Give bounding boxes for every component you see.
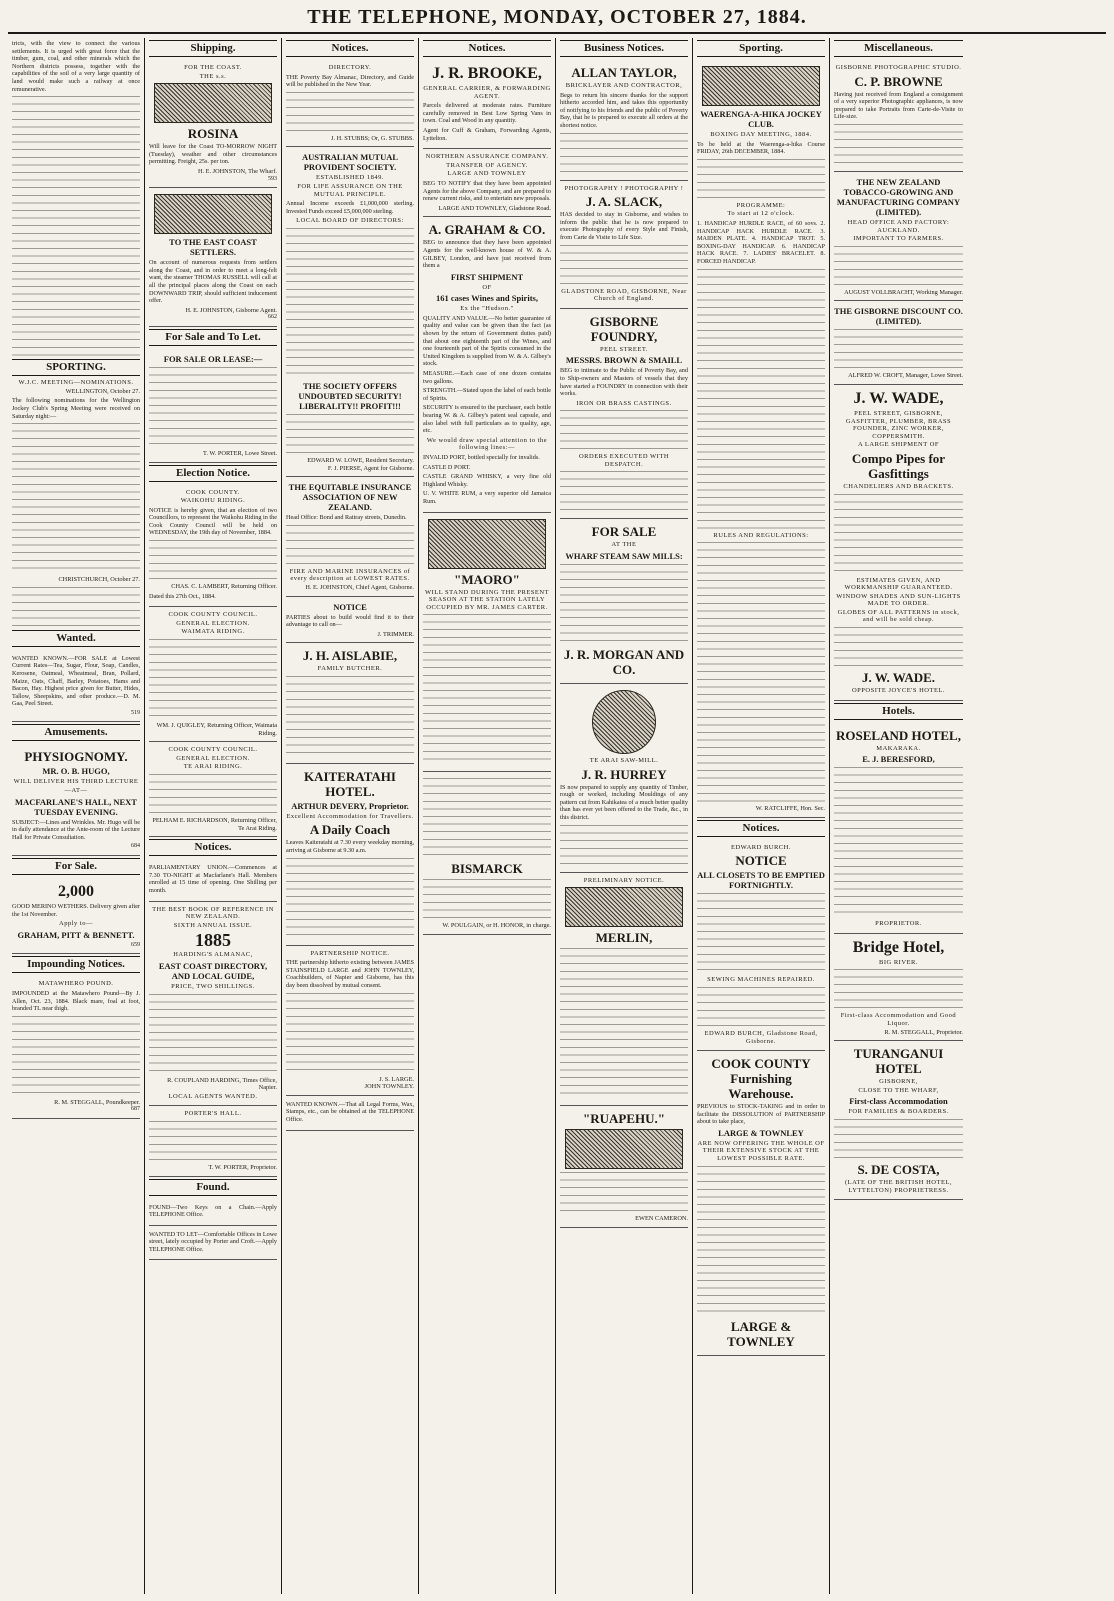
section-sporting: SPORTING.	[12, 359, 140, 376]
life-assurance: FOR LIFE ASSURANCE ON THE MUTUAL PRINCIPLE.	[297, 182, 403, 198]
section-notices: Notices.	[149, 839, 277, 856]
dated-line: Dated this 27th Oct., 1884.	[149, 592, 216, 600]
column-7	[830, 38, 967, 1594]
rosina-agent: H. E. JOHNSTON, The Wharf.	[197, 167, 277, 175]
wade-more	[834, 627, 963, 667]
strength-text: STRENGTH.—Stated upon the label of each bottle of Spirits.	[423, 387, 551, 402]
impound-text: IMPOUNDED at the Matawhero Pound—By J. Allen, Oct. 23, 1884. Black mare, foal at foot, branded TL near thigh.	[12, 990, 140, 1013]
start-line: To start at 12 o'clock.	[727, 210, 795, 218]
browne-more	[834, 124, 963, 164]
notice-title: NOTICE	[735, 853, 787, 869]
townley-sign: JOHN TOWNLEY.	[364, 1083, 414, 1091]
ad-number: 659	[131, 941, 140, 948]
notice-title: NOTICE	[333, 601, 367, 612]
horse-illustration	[565, 1129, 682, 1169]
devery-line: ARTHUR DEVERY, Proprietor.	[291, 800, 409, 811]
column-4	[419, 38, 556, 1594]
ad-number: 687	[131, 1106, 140, 1113]
burch-address: EDWARD BURCH, Gladstone Road, Gisborne.	[704, 1029, 818, 1045]
amp-title: AUSTRALIAN MUTUAL PROVIDENT SOCIETY.	[301, 152, 399, 173]
croft-sign: ALFRED W. CROFT, Manager, Lowe Street.	[848, 372, 963, 380]
horse-illustration	[428, 519, 545, 569]
firstclass-line: First-class Accommodation	[849, 1096, 948, 1107]
general-line: GENERAL ELECTION.	[176, 619, 250, 627]
graham-title: A. GRAHAM & CO.	[428, 222, 546, 238]
closets-line: ALL CLOSETS TO BE EMPTIED FORTNIGHTLY.	[697, 870, 825, 891]
slack-more	[560, 245, 688, 285]
subject-text: SUBJECT:—Lines and Wrinkles. Mr. Hugo will be in daily attendance at the Ante-room of the Lecture Hall for Private Consultation.	[12, 818, 140, 841]
pedigree-text	[423, 778, 551, 858]
merlin-text	[560, 948, 688, 1098]
impound-list	[12, 1016, 140, 1096]
lead-article: tricts, with the view to connect the various settlements. It is urged with great force that the timber, gum, coal, and other minerals which the Northern districts possess, together with the capabilities of the soil of a very large quantity of land would make such a railway at once remunerative.	[12, 40, 140, 93]
costa-name: S. DE COSTA,	[857, 1162, 940, 1177]
graham-text: BEG to announce that they have been appointed Agents for the well-known house of W. & A. GILBEY, London, and have just received from them a	[423, 239, 551, 270]
slack-address: GLADSTONE ROAD, GISBORNE, Near Church of England.	[561, 287, 687, 303]
election-text: NOTICE is hereby given, that an election of two Councillors, to represent the Waikohu Riding in the Cook County Council will be held on WEDNESDAY, the 19th day of November, 1884.	[149, 506, 277, 537]
discount-title: THE GISBORNE DISCOUNT CO. (LIMITED).	[834, 306, 963, 327]
costa-sub: (LATE OF THE BRITISH HOTEL, LYTTELTON) PROPRIETRESS.	[844, 1179, 953, 1194]
large-sign: J. S. LARGE.	[379, 1075, 414, 1083]
big-river-line: BIG RIVER.	[879, 958, 918, 966]
county-line: COOK COUNTY COUNCIL.	[168, 611, 258, 619]
maoro-sub: WILL STAND DURING THE PRESENT SEASON AT THE STATION LATELY OCCUPIED BY MR. JAMES CARTER.	[424, 588, 550, 611]
returning-officer: PELHAM E. RICHARDSON, Returning Officer, Te Arai Riding.	[152, 817, 277, 832]
castle-port: CASTLE D PORT.	[423, 463, 471, 471]
directors-list	[286, 525, 414, 565]
fire-marine: FIRE AND MARINE INSURANCES of every description at LOWEST RATES.	[289, 567, 411, 583]
for-sale-title: FOR SALE	[591, 524, 657, 540]
ad-number: 662	[268, 314, 277, 321]
hall-line: MACFARLANE'S HALL, NEXT TUESDAY EVENING.	[15, 796, 137, 817]
section-misc: Miscellaneous.	[834, 40, 963, 57]
sixth-issue: SIXTH ANNUAL ISSUE.	[173, 921, 253, 929]
section-hotels: Hotels.	[834, 703, 963, 720]
trimmer-sign: J. TRIMMER.	[377, 630, 414, 638]
section-amusements: Amusements.	[12, 724, 140, 741]
tobacco-text	[834, 246, 963, 286]
stock-list	[697, 1166, 825, 1316]
wade-title: J. W. WADE,	[853, 389, 944, 407]
porters-hall: PORTER'S HALL.	[184, 1110, 242, 1118]
lt-text: BEG TO NOTIFY that they have been appointed Agents for the above Company, and are prepared to renew current risks, and to entertain new proposals.	[423, 179, 551, 203]
invalid-port: INVALID PORT, bottled specially for invalids.	[423, 453, 540, 461]
returning-officer: CHAS. C. LAMBERT, Returning Officer.	[171, 583, 277, 591]
election-more	[149, 540, 277, 580]
equitable-title: THE EQUITABLE INSURANCE ASSOCIATION OF NEW ZEALAND.	[288, 482, 412, 513]
riding-line: WAIKOHU RIDING.	[180, 497, 246, 505]
nominations-intro: The following nominations for the Wellington Jockey Club's Spring Meeting were received on Saturday night:—	[12, 397, 140, 420]
foundry-title: GISBORNE FOUNDRY,	[589, 313, 659, 344]
agents-line: LOCAL AGENTS WANTED.	[168, 1092, 258, 1100]
directory-name: EAST COAST DIRECTORY, AND LOCAL GUIDE,	[158, 960, 268, 981]
steamship-illustration	[154, 83, 271, 123]
makaraka-line: MAKARAKA.	[876, 744, 921, 752]
section-notices: Notices.	[697, 820, 825, 837]
society-offers: THE SOCIETY OFFERS UNDOUBTED SECURITY! LIBERALITY!! PROFIT!!!	[298, 380, 402, 411]
butcher-line: FAMILY BUTCHER.	[317, 665, 383, 673]
section-notices: Notices.	[423, 40, 551, 57]
vollbracht-sign: AUGUST VOLLBRACHT, Working Manager.	[844, 288, 963, 296]
steggall-sign: R. M. STEGGALL, Proprietor.	[884, 1028, 963, 1036]
bismarck-sign: W. POULGAIN, or H. HONOR, in charge.	[442, 922, 551, 930]
kaiteratahi-title: KAITERATAHI HOTEL.	[304, 768, 396, 799]
butcher-text	[286, 676, 414, 756]
publisher: R. COUPLAND HARDING, Times Office, Napier.	[167, 1076, 277, 1092]
legal-forms: WANTED KNOWN.—That all Legal Forms, Wax, Stamps, etc., can be obtained at the TELEPHONE Office.	[286, 1100, 414, 1123]
castings-line: IRON OR BRASS CASTINGS.	[576, 399, 672, 407]
bismarck-title: BISMARCK	[451, 861, 523, 877]
masthead: THE TELEPHONE, MONDAY, OCTOBER 27, 1884.	[8, 6, 1106, 34]
racehorse-illustration	[702, 66, 819, 106]
brown-smaill: MESSRS. BROWN & SMAILL	[565, 355, 683, 366]
lease-list	[149, 367, 277, 447]
cases-line: 161 cases Wines and Spirits,	[436, 293, 538, 304]
amp-more	[286, 414, 414, 454]
foundry-text: BEG to intimate to the Public of Poverty Bay, and to Ship-owners and Masters of vessels that they have started a FOUNDRY in connection with their works.	[560, 367, 688, 398]
maoro-title: "MAORO"	[454, 571, 520, 587]
morgan-title: J. R. MORGAN AND CO.	[563, 647, 685, 678]
at-the-line: AT THE	[611, 541, 637, 549]
steamship-illustration	[154, 194, 271, 234]
brooke-title: J. R. BROOKE,	[432, 65, 542, 82]
returning-officer: WM. J. QUIGLEY, Returning Officer, Waimata Riding.	[156, 722, 277, 737]
white-rum: U. V. WHITE RUM, a very superior old Jamaica Rum.	[423, 490, 551, 505]
section-notices: Notices.	[286, 40, 414, 57]
slack-text: HAS decided to stay in Gisborne, and wishes to inform the public that he is now prepared to execute Photography of every Style and Finish, from Carte de Visite to Life Size.	[560, 211, 688, 241]
column-1	[8, 38, 145, 1594]
ad-number: 519	[131, 709, 140, 716]
poundkeeper: R. M. STEGGALL, Poundkeeper.	[54, 1098, 140, 1106]
bricklayer-line: BRICKLAYER AND CONTRACTOR,	[565, 82, 683, 89]
maoro-text	[423, 614, 551, 764]
hall-proprietor: T. W. PORTER, Proprietor.	[208, 1163, 277, 1171]
wanted-ad: WANTED KNOWN.—FOR SALE at Lowest Current Rates—Tea, Sugar, Flour, Soap, Candles, Kerosene, Oatmeal, Wheatmeal, Bran, Pollard, Maize, Oats, Chaff, Barley, Potatoes, Hams and Bacon, Hay. Highest price given for Butter, Hides, Tallow, Sheepskins, and other produce.—D. M. Gaa, Peel Street.	[12, 654, 140, 708]
sewing-text	[697, 987, 825, 1027]
cameron-sign: EWEN CAMERON.	[635, 1215, 688, 1223]
graham-line: GRAHAM, PITT & BENNETT.	[17, 929, 135, 940]
section-found: Found.	[149, 1179, 277, 1196]
ad-number: 684	[131, 843, 140, 850]
section-shipping: Shipping.	[149, 40, 277, 57]
carrier-line: GENERAL CARRIER, & FORWARDING AGENT.	[423, 85, 551, 100]
coast-line: FOR THE COAST.	[184, 64, 242, 71]
sale-text: GOOD MERINO WETHERS. Delivery given after the 1st November.	[12, 903, 140, 918]
photography-line: PHOTOGRAPHY ! PHOTOGRAPHY !	[564, 184, 684, 192]
security-text: SECURITY is ensured to the purchaser, each bottle bearing W. & A. Gilbey's patent seal capsule, and also label with full particulars as to quality, age, etc.	[423, 404, 551, 435]
pound-name: MATAWHERO POUND.	[38, 980, 114, 988]
partnership-title: PARTNERSHIP NOTICE.	[310, 949, 390, 957]
opposite-line: OPPOSITE JOYCE'S HOTEL.	[851, 687, 946, 695]
taylor-more	[560, 133, 688, 173]
officials-list	[697, 159, 825, 199]
sewing-line: SEWING MACHINES REPAIRED.	[707, 976, 815, 984]
amp-text	[286, 228, 414, 378]
coach-title: A Daily Coach	[309, 822, 391, 838]
section-for-sale: For Sale.	[12, 858, 140, 875]
parliamentary-notice: PARLIAMENTARY UNION.—Commences at 7.30 TO-NIGHT at Macfarlane's Hall. Members enrolled at 15 time of opening. One Shilling per month.	[149, 864, 277, 894]
section-wanted: Wanted.	[12, 630, 140, 647]
wade-footer: J. W. WADE.	[861, 670, 936, 686]
established: ESTABLISHED 1849.	[316, 174, 384, 182]
races-list: 1. HANDICAP HURDLE RACE, of 60 sovs. 2. HANDICAP HACK HURDLE RACE. 3. MAIDEN PLATE. 4. HANDICAP TROT. 5. BOXING-DAY HANDICAP. 6. HANDICAP HACK RACE. 7. LADIES' BRACELET. 8. FORCED HANDICAP.	[697, 219, 825, 265]
dateline-christchurch: CHRISTCHURCH, October 27.	[58, 576, 140, 584]
offering-line: ARE NOW OFFERING THE WHOLE OF THEIR EXTENSIVE STOCK AT THE LOWEST POSSIBLE RATE.	[697, 1139, 825, 1163]
partnership-more	[286, 993, 414, 1073]
turanganui-text	[834, 1119, 963, 1159]
price-line: PRICE, TWO SHILLINGS.	[171, 982, 255, 990]
apply-line: Apply to—	[59, 920, 93, 928]
almanac-more	[286, 92, 414, 132]
prelim-title: PRELIMINARY NOTICE.	[583, 876, 665, 884]
rosina-text: Will leave for the Coast TO-MORROW NIGHT (Tuesday), weather and other circumstances permitting. Freight, 25s. per ton.	[149, 143, 277, 166]
election-text	[149, 639, 277, 719]
aislabie-title: J. H. AISLABIE,	[302, 648, 398, 664]
peel-line: PEEL STREET.	[600, 345, 648, 353]
section-impounding: Impounding Notices.	[12, 956, 140, 973]
chief-agent: H. E. JOHNSTON, Chief Agent, Gisborne.	[305, 583, 414, 591]
wjc-heading: W.J.C. MEETING—NOMINATIONS.	[18, 379, 134, 387]
almanac-notice: THE Poverty Bay Almanac, Directory, and Guide will be published in the New Year.	[286, 73, 414, 89]
parcels-text: Parcels delivered at moderate rates. Furniture carefully removed in Best Low Spring Vans in town. Coal and Wood in any quantity.	[423, 102, 551, 125]
held-line: To be held at the Waerenga-a-hika Course FRIDAY, 26th DECEMBER, 1884.	[697, 140, 825, 156]
ad-number: 593	[268, 175, 277, 182]
globes-line: GLOBES OF ALL PATTERNS in stock, and will be sold cheap.	[837, 608, 960, 624]
partnership-text: THE partnership hitherto existing between JAMES STAINSFIELD LARGE and JOHN TOWNLEY, Coachbuilders, of Napier and Gisborne, has this day been dissolved by mutual consent.	[286, 959, 414, 990]
settlers-title: TO THE EAST COAST SETTLERS.	[169, 237, 257, 258]
to-let-notice: WANTED TO LET—Comfortable Offices in Lowe street, lately occupied by Porter and Croft.—Apply TELEPHONE Office.	[149, 1230, 277, 1253]
column-3	[282, 38, 419, 1594]
hugo-name: MR. O. B. HUGO,	[42, 766, 110, 777]
coach-text: Leaves Kaiteratahi at 7.30 every weekday morning, arriving at Gisborne at 9.30 a.m.	[286, 839, 414, 855]
measure-text: MEASURE.—Each case of one dozen contains two gallons.	[423, 370, 551, 385]
window-line: WINDOW SHADES AND SUN-LIGHTS MADE TO ORDER.	[836, 592, 961, 608]
best-book: THE BEST BOOK OF REFERENCE IN NEW ZEALAND.	[152, 905, 274, 921]
tearai-mill: TE ARAI SAW-MILL.	[589, 757, 659, 765]
foundry-more	[560, 410, 688, 450]
agent: F. J. PIERSE, Agent for Gisborne.	[327, 464, 414, 472]
castle-whisky: CASTLE GRAND WHISKY, a very fine old Highland Whisky.	[423, 473, 551, 488]
families-line: FOR FAMILIES & BOARDERS.	[848, 1108, 949, 1116]
quality-text: QUALITY AND VALUE.—No better guarantee of quality and value can be given than the fact (as shown by the return of Government duties paid) that about one eighteenth part of the Wines, and one fourteenth part of the Spirits consumed in the United Kingdom is supplied from W. & A. Gilbey's stock.	[423, 314, 551, 368]
at-line: —AT—	[64, 787, 88, 795]
turanganui-title: TURANGANUI HOTEL	[853, 1046, 944, 1077]
hurrey-text: IS now prepared to supply any quantity of Timber, rough or worked, including Mouldings of any pattern cut from Kahikatea of a much better quality than has ever yet been offered to the Trade, &c., in this district.	[560, 783, 688, 822]
foundry-list	[560, 471, 688, 511]
section-election: Election Notice.	[149, 465, 277, 482]
wade-text	[834, 494, 963, 574]
horse-illustration	[565, 887, 682, 927]
article-text	[12, 96, 140, 356]
dateline: WELLINGTON, October 27.	[65, 387, 140, 395]
builders-notice: PARTIES about to build would find it to their advantage to call on—	[286, 613, 414, 629]
hurrey-more	[560, 825, 688, 865]
chandeliers-line: CHANDELIERS AND BRACKETS.	[843, 482, 954, 490]
discount-text	[834, 329, 963, 369]
previous-text: PREVIOUS to STOCK-TAKING and in order to facilitate the DISSOLUTION of PARTNERSHIP about to take place,	[697, 1103, 825, 1126]
secretary: EDWARD W. LOWE, Resident Secretary.	[307, 456, 414, 464]
ruapehu-text	[560, 1172, 688, 1212]
christchurch-text	[12, 587, 140, 627]
settlers-agent: H. E. JOHNSTON, Gisborne Agent.	[185, 306, 277, 314]
transfer-line: TRANSFER OF AGENCY.	[446, 161, 528, 169]
funds-text: Annual Income exceeds £1,000,000 sterling. Invested Funds exceed £5,000,000 sterling.	[286, 200, 414, 215]
riding-line: WAIMATA RIDING.	[181, 628, 245, 636]
northern-title: NORTHERN ASSURANCE COMPANY.	[425, 153, 549, 161]
election-text	[149, 774, 277, 814]
compo-line: Compo Pipes for Gasfittings	[851, 450, 946, 481]
boxing-day: BOXING DAY MEETING, 1884.	[710, 131, 812, 138]
nominations-text	[12, 423, 140, 573]
burch-header: EDWARD BURCH.	[731, 843, 791, 851]
column-5	[556, 38, 693, 1594]
hall-text	[149, 1121, 277, 1161]
general-line: GENERAL ELECTION.	[176, 754, 250, 762]
almanac-text	[149, 994, 277, 1074]
almanac-name: HARDING'S ALMANAC,	[173, 951, 253, 959]
wharf-line: CLOSE TO THE WHARF,	[858, 1086, 939, 1094]
lecture-line: WILL DELIVER HIS THIRD LECTURE	[13, 778, 139, 786]
found-notice: FOUND—Two Keys on a Chain.—Apply TELEPHONE Office.	[149, 1203, 277, 1219]
beresford-name: E. J. BERESFORD,	[862, 754, 935, 765]
columns	[8, 38, 1106, 1594]
directory-title: DIRECTORY.	[328, 64, 372, 71]
bismarck-text	[423, 879, 551, 919]
section-sporting: Sporting.	[697, 40, 825, 57]
burch-text	[697, 893, 825, 973]
saw-blade-illustration	[592, 690, 656, 754]
ruapehu-title: "RUAPEHU."	[583, 1111, 665, 1127]
column-2	[145, 38, 282, 1594]
rosina-title: ROSINA	[187, 126, 239, 142]
roseland-title: ROSELAND HOTEL,	[836, 727, 961, 743]
bridge-title: Bridge Hotel,	[852, 938, 945, 956]
lt-footer: LARGE & TOWNLEY	[727, 1318, 795, 1349]
lt-line: LARGE AND TOWNLEY	[447, 170, 527, 178]
draw-line: We would draw special attention to the following lines:—	[426, 436, 548, 452]
lease-title: FOR SALE OR LEASE:—	[163, 353, 263, 364]
ss-line: THE s.s.	[199, 72, 227, 80]
almanac-sign: J. H. STUBBS; Or, G. STUBBS.	[330, 134, 414, 142]
head-office: Head Office: Bond and Rattray streets, Dunedin.	[286, 514, 407, 522]
section-sale-let: For Sale and To Let.	[149, 329, 277, 346]
estimates-line: ESTIMATES GIVEN, AND WORKMANSHIP GUARANTEED.	[844, 576, 953, 592]
roseland-text	[834, 767, 963, 917]
jockey-club: WAERENGA-A-HIKA JOCKEY CLUB.	[700, 109, 822, 129]
taylor-text: Begs to return his sincere thanks for the support hitherto accorded him, and takes this opportunity of notifying to his friends and the public of Poverty Bay, that he is prepared to execute all orders at the shortest notice.	[560, 91, 688, 129]
programme-title: PROGRAMME:	[736, 201, 786, 209]
farmers-line: IMPORTANT TO FARMERS.	[853, 235, 944, 243]
wade-sub: PEEL STREET, GISBORNE, GASFITTER, PLUMBER, BRASS FOUNDER, ZINC WORKER, COPPERSMITH.	[845, 409, 952, 440]
lt-name: LARGE & TOWNLEY	[718, 1127, 804, 1138]
physiognomy-title: PHYSIOGNOMY.	[24, 749, 128, 765]
furnishing-title: COOK COUNTY Furnishing Warehouse.	[711, 1056, 811, 1102]
section-business: Business Notices.	[560, 40, 688, 57]
riding-line: TE ARAI RIDING.	[183, 763, 243, 771]
studio-line: GISBORNE PHOTOGRAPHIC STUDIO.	[835, 64, 962, 71]
head-office: HEAD OFFICE AND FACTORY: AUCKLAND.	[847, 218, 950, 234]
sale-quantity: 2,000	[58, 883, 94, 901]
hurrey-title: J. R. HURREY	[581, 766, 667, 782]
lease-agent: T. W. PORTER, Lowe Street.	[202, 449, 277, 457]
hon-sec: W. RATCLIFFE, Hon. Sec.	[755, 805, 825, 813]
lt-sign: LARGE AND TOWNLEY, Gladstone Road.	[438, 204, 551, 212]
agent-line: Agent for Cuff & Graham, Forwarding Agents, Lyttelton.	[423, 126, 551, 142]
merlin-title: MERLIN,	[595, 930, 653, 946]
rules-title: RULES AND REGULATIONS:	[713, 531, 809, 539]
browne-title: C. P. BROWNE	[854, 73, 943, 89]
despatch-line: ORDERS EXECUTED WITH DESPATCH.	[578, 453, 670, 468]
settlers-text: On account of numerous requests from settlers along the Coast, and in order to meet a long-felt want, the steamer THOMAS RUSSELL will call at all the principal places along the Coast on each DOWNWARD TRIP, should sufficient inducement offer.	[149, 259, 277, 305]
shipment-line: A LARGE SHIPMENT OF	[857, 441, 940, 449]
proprietor-line: PROPRIETOR.	[875, 920, 922, 928]
first-shipment: FIRST SHIPMENT	[450, 271, 524, 282]
county-line: COOK COUNTY.	[186, 488, 240, 496]
programme-text	[697, 269, 825, 529]
taylor-title: ALLAN TAYLOR,	[571, 65, 677, 80]
excellent-line: Excellent Accommodation for Travellers.	[286, 812, 414, 820]
timber-list	[560, 564, 688, 644]
almanac-year: 1885	[195, 930, 231, 951]
county-line: COOK COUNTY COUNCIL.	[168, 746, 258, 754]
gisborne-line: GISBORNE,	[879, 1078, 918, 1086]
of-line: OF	[482, 283, 492, 291]
rules-text	[697, 542, 825, 802]
accom-line: First-class Accommodation and Good Liquor.	[840, 1012, 957, 1028]
board-line: LOCAL BOARD OF DIRECTORS:	[296, 217, 404, 225]
slack-title: J. A. SLACK,	[585, 194, 663, 210]
bridge-text	[834, 969, 963, 1009]
column-6	[693, 38, 830, 1594]
coach-more	[286, 858, 414, 938]
wharf-mills: WHARF STEAM SAW MILLS:	[565, 551, 683, 562]
tobacco-title: THE NEW ZEALAND TOBACCO-GROWING AND MANUFACTURING COMPANY (LIMITED).	[836, 176, 961, 217]
hudson-line: Ex the "Hudson."	[460, 305, 514, 313]
browne-text: Having just received from England a consignment of a very superior Photographic appliances, is now prepared to take Portraits from Carte-de-Visite to Life-size.	[834, 90, 963, 121]
